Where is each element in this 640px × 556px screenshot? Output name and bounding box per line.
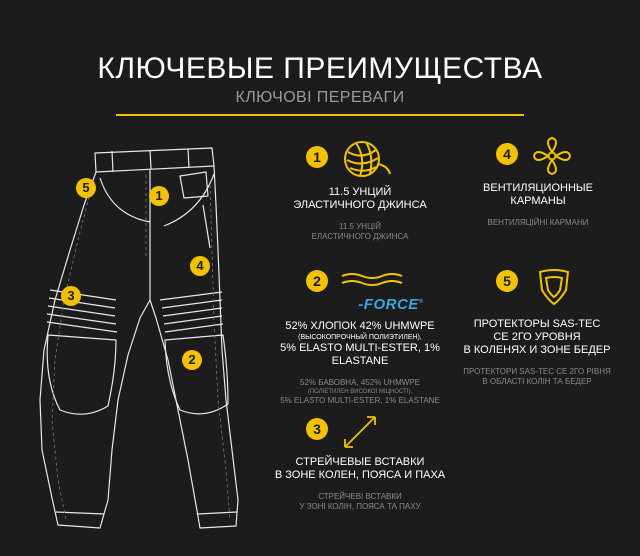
force-logo-text: -FORCE (358, 296, 419, 313)
feature-3-number: 3 (306, 418, 328, 440)
force-wave-icon (340, 272, 410, 288)
feature-2-sub-line-2: (ПОЛІЕТИЛЕН ВИСОКОЇ МІЦНОСТІ), (307, 389, 413, 395)
feature-4-text (468, 182, 608, 228)
feature-5-line-1: ПРОТЕКТОРЫ SAS-TEC (473, 318, 601, 330)
feature-3-sub (270, 492, 450, 512)
feature-1-text (290, 186, 430, 242)
stretch-arrow-icon (340, 412, 380, 452)
diagram-marker-4: 4 (190, 256, 210, 276)
feature-2-sub-line-3: 5% ELASTO MULTI-ESTER, 1% ELASTANE (280, 396, 440, 405)
feature-2-sub (260, 378, 460, 406)
feature-1-sub (290, 222, 430, 242)
page-title: КЛЮЧЕВЫЕ ПРЕИМУЩЕСТВА (97, 52, 543, 85)
feature-1-line-1: 11.5 УНЦИЙ (328, 186, 392, 198)
feature-3-sub-line-2: У ЗОНІ КОЛІН, ПОЯСА ТА ПАХУ (299, 502, 421, 511)
feature-1-sub-line-1: 11.5 УНЦІЙ (339, 222, 381, 231)
feature-2-line-2: (ВЫСОКОПРОЧНЫЙ ПОЛИЭТИЛЕН), (298, 334, 422, 341)
feature-3-sub-line-1: СТРЕЙЧЕВІ ВСТАВКИ (318, 492, 402, 501)
feature-5-number: 5 (496, 270, 518, 292)
feature-4-line-1: ВЕНТИЛЯЦИОННЫЕ (483, 182, 593, 194)
feature-4-sub: ВЕНТИЛЯЦІЙНІ КАРМАНИ (487, 218, 589, 227)
feature-4-line-2: КАРМАНЫ (510, 195, 566, 207)
feature-5-text (454, 318, 620, 387)
feature-5-sub-line-2: В ОБЛАСТІ КОЛІН ТА БЕДЕР (482, 377, 592, 386)
feature-2-number: 2 (306, 270, 328, 292)
feature-5-line-3: В КОЛЕНЯХ И ЗОНЕ БЕДЕР (463, 344, 611, 356)
feature-3-line-1: СТРЕЙЧЕВЫЕ ВСТАВКИ (295, 456, 425, 468)
feature-3-text (270, 456, 450, 512)
feature-2-sub-line-1: 52% БАВОВНА, 452% UHMWPE (300, 378, 420, 387)
feature-4-number: 4 (496, 143, 518, 165)
diagram-marker-5: 5 (76, 178, 96, 198)
title-divider (116, 114, 524, 116)
feature-2-line-1: 52% ХЛОПОК 42% UHMWPE (285, 320, 435, 332)
feature-5-line-2: СЕ 2ГО УРОВНЯ (493, 331, 581, 343)
feature-2-line-3: 5% ELASTO MULTI-ESTER, 1% ELASTANE (280, 342, 440, 367)
force-logo (336, 296, 446, 313)
feature-3-line-2: В ЗОНЕ КОЛЕН, ПОЯСА И ПАХА (274, 469, 446, 481)
page-subtitle: КЛЮЧОВІ ПЕРЕВАГИ (235, 89, 405, 106)
feature-5-sub (454, 367, 620, 387)
fan-icon (532, 136, 572, 176)
feature-2-text (260, 320, 460, 406)
force-logo-mark: ® (418, 299, 424, 305)
feature-5-sub-line-1: ПРОТЕКТОРИ SAS-TEC СЕ 2ГО РІВНЯ (463, 367, 611, 376)
diagram-marker-2: 2 (182, 350, 202, 370)
diagram-marker-3: 3 (61, 286, 81, 306)
shield-icon (536, 266, 572, 306)
feature-1-number: 1 (306, 146, 328, 168)
feature-1-sub-line-2: ЕЛАСТИЧНОГО ДЖИНСА (311, 232, 409, 241)
diagram-marker-1: 1 (149, 186, 169, 206)
yarn-ball-icon (342, 138, 392, 180)
feature-1-line-2: ЭЛАСТИЧНОГО ДЖИНСА (293, 199, 427, 211)
